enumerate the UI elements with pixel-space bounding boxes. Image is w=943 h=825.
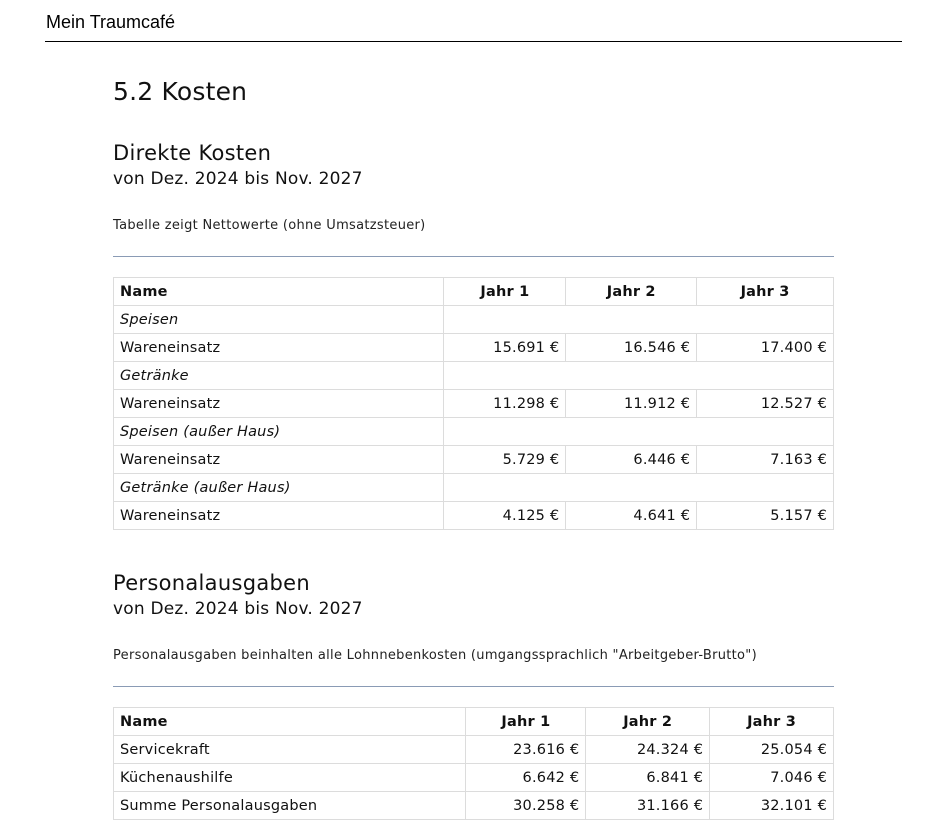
running-header: Mein Traumcafé [46,12,176,32]
table-row [114,446,834,474]
direct-costs-rule [113,256,834,257]
personnel-title: Personalausgaben [113,571,310,595]
value-year-1: 23.616 € [466,736,586,764]
value-year-3: 5.157 € [697,502,834,530]
category-label: Getränke [114,362,444,390]
column-header-year-1: Jahr 1 [466,708,586,736]
value-year-2: 31.166 € [586,792,710,820]
column-header-name: Name [114,278,444,306]
direct-costs-note: Tabelle zeigt Nettowerte (ohne Umsatzsteuer) [113,218,426,233]
header-rule [45,41,902,42]
column-header-year-3: Jahr 3 [697,278,834,306]
value-year-1: 15.691 € [444,334,566,362]
value-year-3: 25.054 € [710,736,834,764]
value-year-1: 6.642 € [466,764,586,792]
table-header-row [114,278,834,306]
personnel-note: Personalausgaben beinhalten alle Lohnnebenkosten (umgangssprachlich "Arbeitgeber-Brutto") [113,648,757,663]
column-header-year-1: Jahr 1 [444,278,566,306]
column-header-name: Name [114,708,466,736]
value-year-2: 16.546 € [566,334,697,362]
value-year-2: 6.446 € [566,446,697,474]
row-label: Summe Personalausgaben [114,792,466,820]
category-label: Speisen [114,306,444,334]
personnel-period: von Dez. 2024 bis Nov. 2027 [113,599,363,619]
column-header-year-2: Jahr 2 [586,708,710,736]
column-header-year-3: Jahr 3 [710,708,834,736]
value-year-2: 4.641 € [566,502,697,530]
row-label: Küchenaushilfe [114,764,466,792]
value-year-1: 11.298 € [444,390,566,418]
value-year-2: 11.912 € [566,390,697,418]
value-year-1: 30.258 € [466,792,586,820]
direct-costs-table [113,277,834,530]
value-year-3: 32.101 € [710,792,834,820]
value-year-2: 24.324 € [586,736,710,764]
category-label: Speisen (außer Haus) [114,418,444,446]
category-row [114,362,834,390]
category-row [114,418,834,446]
direct-costs-period: von Dez. 2024 bis Nov. 2027 [113,169,363,189]
table-row [114,390,834,418]
row-label: Servicekraft [114,736,466,764]
table-row [114,502,834,530]
value-year-3: 17.400 € [697,334,834,362]
column-header-year-2: Jahr 2 [566,278,697,306]
value-year-3: 7.163 € [697,446,834,474]
value-year-2: 6.841 € [586,764,710,792]
category-row [114,474,834,502]
category-row [114,306,834,334]
table-row [114,736,834,764]
table-row [114,764,834,792]
value-year-1: 5.729 € [444,446,566,474]
value-year-1: 4.125 € [444,502,566,530]
section-title: 5.2 Kosten [113,77,248,106]
row-label: Wareneinsatz [114,446,444,474]
row-label: Wareneinsatz [114,334,444,362]
personnel-table [113,707,834,820]
value-year-3: 7.046 € [710,764,834,792]
personnel-rule [113,686,834,687]
table-header-row [114,708,834,736]
row-label: Wareneinsatz [114,502,444,530]
table-row [114,334,834,362]
direct-costs-title: Direkte Kosten [113,141,272,165]
table-row-total [114,792,834,820]
value-year-3: 12.527 € [697,390,834,418]
category-label: Getränke (außer Haus) [114,474,444,502]
row-label: Wareneinsatz [114,390,444,418]
